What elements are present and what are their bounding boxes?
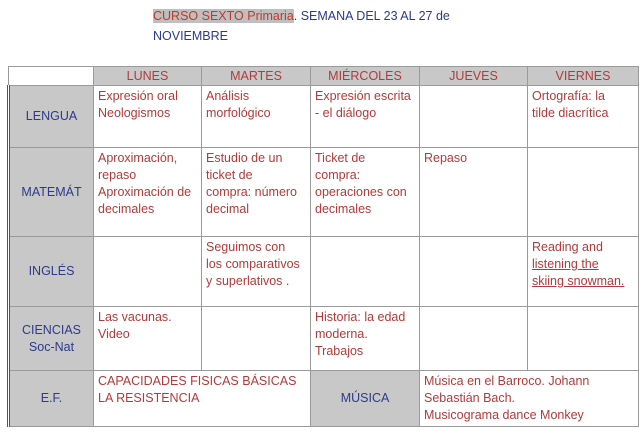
cell-link-text[interactable]: listening the bbox=[532, 257, 599, 271]
table-row bbox=[9, 237, 639, 307]
cell-text: LA RESISTENCIA bbox=[98, 391, 200, 405]
cell-ciencias-viernes bbox=[528, 307, 639, 371]
cell-lengua-lunes bbox=[94, 86, 202, 148]
table-row bbox=[9, 148, 639, 237]
cell-text: Expresión escrita bbox=[315, 89, 411, 103]
cell-text: Aproximación, bbox=[98, 151, 178, 165]
cell-text: Repaso bbox=[424, 151, 468, 165]
cell-text: Ticket de bbox=[315, 151, 366, 165]
cell-text: Estudio de un bbox=[206, 151, 283, 165]
cell-lengua-miercoles bbox=[311, 86, 420, 148]
day-header: JUEVES bbox=[420, 67, 528, 86]
cell-text: Análisis bbox=[206, 89, 250, 103]
cell-matemat-martes bbox=[202, 148, 311, 237]
day-header: MARTES bbox=[202, 67, 311, 86]
cell-link-text[interactable]: skiing snowman. bbox=[532, 274, 625, 288]
subject-ciencias bbox=[9, 307, 94, 371]
cell-text: ticket de bbox=[206, 168, 253, 182]
cell-lengua-viernes bbox=[528, 86, 639, 148]
cell-musica-content bbox=[420, 371, 639, 427]
cell-matemat-lunes bbox=[94, 148, 202, 237]
header-dot: . bbox=[293, 9, 301, 23]
cell-text: Ortografía: la bbox=[532, 89, 605, 103]
cell-text: y superlativos . bbox=[206, 274, 290, 288]
cell-text: los comparativos bbox=[206, 257, 300, 271]
cell-lengua-martes bbox=[202, 86, 311, 148]
cell-text: Seguimos con bbox=[206, 240, 286, 254]
subject-lengua: LENGUA bbox=[9, 86, 94, 148]
cell-matemat-viernes bbox=[528, 148, 639, 237]
cell-ingles-miercoles bbox=[311, 237, 420, 307]
document-header bbox=[153, 6, 553, 46]
day-header: VIERNES bbox=[528, 67, 639, 86]
subject-ciencias-line2: Soc-Nat bbox=[28, 339, 75, 354]
subject-ef: E.F. bbox=[9, 371, 94, 427]
subject-musica: MÚSICA bbox=[311, 371, 420, 427]
cell-text: Las vacunas. bbox=[98, 310, 172, 324]
cell-text: Reading and bbox=[532, 240, 603, 254]
subject-ingles: INGLÉS bbox=[9, 237, 94, 307]
cell-text: moderna. bbox=[315, 327, 368, 341]
cell-ef-content bbox=[94, 371, 311, 427]
cell-text: - el diálogo bbox=[315, 106, 377, 120]
cell-lengua-jueves bbox=[420, 86, 528, 148]
cell-text: decimales bbox=[315, 202, 372, 216]
cell-text: CAPACIDADES FISICAS BÁSICAS bbox=[98, 374, 297, 388]
corner-cell bbox=[9, 67, 94, 86]
cell-text: Musicograma dance Monkey bbox=[424, 408, 584, 422]
table-row bbox=[9, 307, 639, 371]
cell-ciencias-martes bbox=[202, 307, 311, 371]
table-row bbox=[9, 371, 639, 427]
subject-ciencias-line1: CIENCIAS bbox=[21, 322, 82, 337]
cell-text: repaso bbox=[98, 168, 137, 182]
cell-text: decimales bbox=[98, 202, 155, 216]
cell-ingles-viernes bbox=[528, 237, 639, 307]
course-title: CURSO SEXTO Primaria bbox=[153, 9, 294, 23]
cell-text: decimal bbox=[206, 202, 250, 216]
cell-ciencias-lunes bbox=[94, 307, 202, 371]
cell-text: Neologismos bbox=[98, 106, 171, 120]
cell-text: compra: bbox=[315, 168, 361, 182]
cell-ingles-martes bbox=[202, 237, 311, 307]
cell-ciencias-jueves bbox=[420, 307, 528, 371]
cell-ingles-jueves bbox=[420, 237, 528, 307]
week-line-1: SEMANA DEL 23 AL 27 de bbox=[300, 9, 450, 23]
subject-matemat: MATEMÁT bbox=[9, 148, 94, 237]
cell-ciencias-miercoles bbox=[311, 307, 420, 371]
week-line-2: NOVIEMBRE bbox=[153, 29, 229, 43]
table-row bbox=[9, 86, 639, 148]
cell-text: operaciones con bbox=[315, 185, 407, 199]
cell-text: Trabajos bbox=[315, 344, 364, 358]
cell-ingles-lunes bbox=[94, 237, 202, 307]
cell-text: compra: número bbox=[206, 185, 298, 199]
day-header: LUNES bbox=[94, 67, 202, 86]
cell-text: Sebastián Bach. bbox=[424, 391, 516, 405]
cell-text: Aproximación de bbox=[98, 185, 192, 199]
cell-text: Video bbox=[98, 327, 130, 341]
day-header-row bbox=[9, 67, 639, 86]
cell-text: morfológico bbox=[206, 106, 271, 120]
cell-text: Historia: la edad bbox=[315, 310, 406, 324]
cell-text: Música en el Barroco. Johann bbox=[424, 374, 590, 388]
cell-matemat-jueves bbox=[420, 148, 528, 237]
cell-text: tilde diacrítica bbox=[532, 106, 609, 120]
cell-matemat-miercoles bbox=[311, 148, 420, 237]
schedule-table bbox=[7, 66, 639, 427]
cell-text: Expresión oral bbox=[98, 89, 178, 103]
day-header: MIÉRCOLES bbox=[311, 67, 420, 86]
